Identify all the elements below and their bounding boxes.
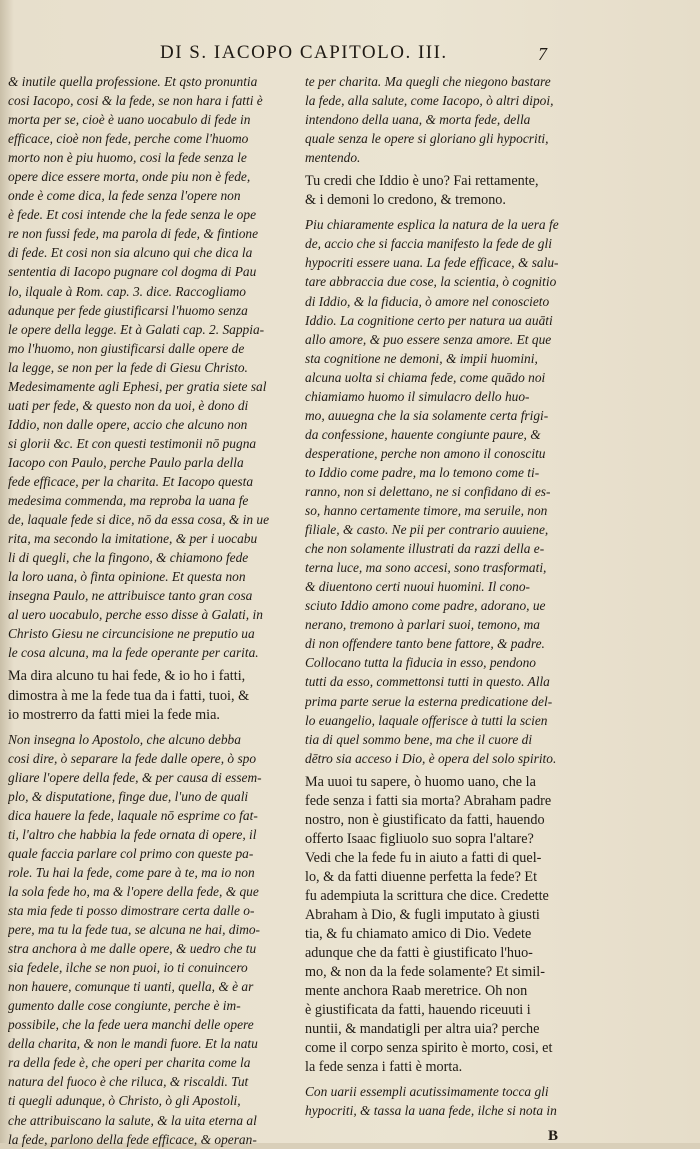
text-line: uati per fede, & questo non da uoi, è dono di xyxy=(8,397,249,413)
text-line: Non insegna lo Apostolo, che alcuno debba xyxy=(8,731,241,747)
text-line: tia, & fu chiamato amico di Dio. Vedete xyxy=(305,926,532,943)
text-line: mo, auuegna che la sia solamente certa frigi- xyxy=(305,407,549,423)
text-line: la fede senza i fatti è morta. xyxy=(305,1059,463,1076)
text-line: di fede. Et cosi non sia alcuno qui che dica la xyxy=(8,245,253,261)
scripture-verse xyxy=(8,667,298,724)
text-line: io mostrerro da fatti miei la fede mia. xyxy=(8,706,220,723)
text-line: della charita, & non le mandi fuore. Et la natu xyxy=(8,1036,258,1052)
commentary-paragraph xyxy=(305,72,583,167)
text-line: di Iddio, & la fiducia, ò amore nel conoscieto xyxy=(305,293,550,309)
text-line: terna luce, ma sono accesi, sono trasformati, xyxy=(305,560,547,576)
text-line: Vedi che la fede fu in aiuto a fatti di quel- xyxy=(305,849,542,866)
text-line: allo amore, & puo essere senza amore. Et que xyxy=(305,331,552,347)
text-line: la fede, alla salute, come Iacopo, ò altri dipoi, xyxy=(305,93,554,109)
text-line: lo, ilquale à Rom. cap. 3. dice. Raccogliamo xyxy=(8,283,247,299)
text-line: le cosa alcuna, ma la fede operante per carita. xyxy=(8,645,259,661)
text-line: gliare l'opere della fede, & per causa di essem- xyxy=(8,769,262,785)
text-line: la sola fede ho, ma & l'opere della fede, & que xyxy=(8,883,259,899)
text-line: che non solamente illustrati da razzi della e- xyxy=(305,541,545,557)
text-line: che attribuiscano la salute, & la uita eterna al xyxy=(8,1112,257,1128)
text-line: hypocriti, & tassa la uana fede, ilche si nota in xyxy=(305,1103,557,1119)
text-line: al uero uocabulo, perche esso disse à Galati, in xyxy=(8,607,263,623)
catchword: B xyxy=(548,1128,559,1144)
text-line: Iddio, non dalle opere, accio che alcuno non xyxy=(8,416,248,432)
text-line: adunque per fede giustificarsi l'huomo senza xyxy=(8,302,248,318)
text-line: dimostra à me la fede tua da i fatti, tuoi, & xyxy=(8,687,250,704)
running-head: DI S. IACOPO CAPITOLO. III. xyxy=(160,42,448,63)
text-line: ranno, non si delettano, ne si confidano di es- xyxy=(305,483,551,499)
text-line: possibile, che la fede uera manchi delle opere xyxy=(8,1017,254,1033)
text-line: morta per se, cioè è uano uocabulo di fede in xyxy=(8,112,251,128)
commentary-paragraph xyxy=(305,1082,583,1120)
text-line: nerano, tremono à parlari suoi, temono, ma xyxy=(305,617,540,633)
text-line: intendono della uana, & morta fede, della xyxy=(305,112,531,128)
text-line: Abraham à Dio, & fugli imputato à giusti xyxy=(305,907,540,924)
text-line: nuntii, & mandatigli per altra uia? perche xyxy=(305,1021,540,1038)
text-line: li di quegli, che la fingono, & chiamono fede xyxy=(8,550,249,566)
text-line: morto non è piu huomo, cosi la fede senza le xyxy=(8,150,247,166)
folio-number: 7 xyxy=(538,44,547,64)
text-line: fu adempiuta la scrittura che dice. Credette xyxy=(305,887,549,904)
text-line: opere dice essere morta, onde piu non è fede, xyxy=(8,169,251,185)
text-line: da confessione, hauente congiunte paure, & xyxy=(305,426,541,442)
text-line: lo, & da fatti diuenne perfetta la fede? Et xyxy=(305,868,538,885)
text-line: la loro uana, ò finta opinione. Et questa non xyxy=(8,569,246,585)
text-line: dētro sia acceso i Dio, è opera del solo spirito. xyxy=(305,750,557,766)
text-line: role. Tu hai la fede, come pare à te, ma io non xyxy=(8,864,255,880)
text-line: Ma uuoi tu sapere, ò huomo uano, che la xyxy=(305,773,536,790)
text-line: è fede. Et cosi intende che la fede senza le ope xyxy=(8,207,257,223)
text-line: tutti da esso, commettonsi tutti in questo. Alla xyxy=(305,674,550,690)
text-line: le opere della legge. Et à Galati cap. 2. Sappia- xyxy=(8,321,265,337)
text-line: Christo Giesu ne circuncisione ne preputio ua xyxy=(8,626,255,642)
left-column xyxy=(8,72,298,1149)
text-line: è giustificata da fatti, hauendo riceuuti i xyxy=(305,1002,531,1019)
text-line: Tu credi che Iddio è uno? Fai rettamente, xyxy=(305,173,539,190)
text-line: quale faccia parlare col primo con queste pa- xyxy=(8,845,254,861)
text-line: non hauere, comunque ti uanti, quella, & è ar xyxy=(8,979,254,995)
text-line: adunque che da fatti è giustificato l'huo- xyxy=(305,945,533,962)
text-line: sententia di Iacopo pugnare col dogma di Pau xyxy=(8,264,257,280)
text-line: lo euangelio, laquale offerisce à tutti la scien xyxy=(305,712,548,728)
text-line: tia di quel sommo bene, ma che il cuore di xyxy=(305,731,533,747)
page-header xyxy=(0,36,700,66)
text-line: & i demoni lo credono, & tremono. xyxy=(305,192,506,209)
text-line: filiale, & casto. Ne pii per contrario auuiene, xyxy=(305,522,549,538)
text-line: fede senza i fatti sia morta? Abraham padre xyxy=(305,792,552,809)
text-line: di non offendere tanto bene fattore, & padre. xyxy=(305,636,545,652)
commentary-paragraph xyxy=(8,730,298,1149)
text-line: Collocano tutta la fiducia in esso, pendono xyxy=(305,655,536,671)
text-line: Piu chiaramente esplica la natura de la uera fe xyxy=(305,217,559,233)
text-line: & inutile quella professione. Et qsto pronuntia xyxy=(8,74,258,89)
text-line: chiamiamo huomo il simulacro dello huo- xyxy=(305,388,530,404)
text-line: Con uarii essempli acutissimamente tocca gli xyxy=(305,1084,549,1100)
scripture-verse xyxy=(305,773,583,1078)
text-line: Ma dira alcuno tu hai fede, & io ho i fatti, xyxy=(8,668,246,685)
text-line: quale senza le opere si gloriano gli hypocriti, xyxy=(305,131,549,147)
text-line: to Iddio come padre, ma lo temono come ti- xyxy=(305,464,540,480)
text-line: mo l'huomo, non giustificarsi dalle opere de xyxy=(8,340,245,356)
text-line: alcuna uolta si chiama fede, come quādo noi xyxy=(305,369,546,385)
text-line: mentendo. xyxy=(305,150,361,166)
text-line: la legge, se non per la fede di Giesu Christo. xyxy=(8,359,248,375)
text-line: ti, l'altro che habbia la fede ornata di opere, il xyxy=(8,826,257,842)
text-line: sta mia fede ti posso dimostrare certa dalle o- xyxy=(8,903,255,919)
scripture-verse xyxy=(305,172,583,210)
text-line: natura del fuoco è che riluca, & riscaldi. Tut xyxy=(8,1074,249,1090)
text-line: de, laquale fede si dice, nō da essa cosa, & in ue xyxy=(8,512,270,528)
text-line: dica hauere la fede, laquale nō esprime co fat- xyxy=(8,807,258,823)
text-line: so, hanno certamente timore, ma seruile, non xyxy=(305,503,548,519)
text-line: de, accio che si faccia manifesto la fede de gli xyxy=(305,236,552,252)
text-line: sta cognitione ne demoni, & impii huomini, xyxy=(305,350,538,366)
text-line: insegna Paulo, ne attribuisce tanto gran cosa xyxy=(8,588,253,604)
text-line: mo, & non da la fede solamente? Et simil- xyxy=(305,964,545,981)
text-line: fede efficace, per la charita. Et Iacopo questa xyxy=(8,473,254,489)
text-line: & diuentono certi nuoui huomini. Il cono- xyxy=(305,579,531,595)
text-line: cosi dire, ò separare la fede dalle opere, ò spo xyxy=(8,750,257,766)
text-line: hypocriti essere uana. La fede efficace, & salu- xyxy=(305,255,559,271)
text-line: te per charita. Ma quegli che niegono bastare xyxy=(305,74,551,89)
text-line: la fede, parlono della fede efficace, & operan- xyxy=(8,1131,257,1147)
text-line: plo, & disputatione, finge due, l'uno de quali xyxy=(8,788,249,804)
text-line: Iddio. La cognitione certo per natura ua auāti xyxy=(305,312,553,328)
text-line: Medesimamente agli Ephesi, per gratia siete sal xyxy=(8,378,267,394)
text-line: rita, ma secondo la imitatione, & per i uocabu xyxy=(8,531,258,547)
text-line: cosi Iacopo, cosi & la fede, se non hara i fatti è xyxy=(8,93,263,109)
text-line: desperatione, perche non amono il conoscitu xyxy=(305,445,546,461)
text-line: tare abbraccia due cose, la scientia, ò cognitio xyxy=(305,274,557,290)
text-line: stra anchora à me dalle opere, & uedro che tu xyxy=(8,941,257,957)
text-line: sciuto Iddio amono come padre, adorano, ue xyxy=(305,598,546,614)
text-line: mente anchora Raab meretrice. Oh non xyxy=(305,983,528,1000)
text-line: sia fedele, ilche se non puoi, io ti conuincero xyxy=(8,960,248,976)
text-line: efficace, cioè non fede, perche come l'huomo xyxy=(8,131,249,147)
text-line: gumento dalle cose congiunte, perche è im- xyxy=(8,998,241,1014)
text-line: si glorii &c. Et con questi testimonii nō pugna xyxy=(8,435,257,451)
text-line: ti quegli adunque, ò Christo, ò gli Apostoli, xyxy=(8,1093,241,1109)
commentary-paragraph xyxy=(305,215,583,767)
text-line: Iacopo con Paulo, perche Paulo parla della xyxy=(8,454,244,470)
text-line: nostro, non è giustificato da fatti, hauendo xyxy=(305,811,545,828)
text-line: onde è come dica, la fede senza l'opere non xyxy=(8,188,241,204)
commentary-paragraph xyxy=(8,72,298,662)
text-line: prima parte serue la esterna predicatione del- xyxy=(305,693,553,709)
text-line: come il corpo senza spirito è morto, cosi, et xyxy=(305,1040,553,1057)
text-line: pere, ma tu la fede tua, se alcuna ne hai, dimo- xyxy=(8,922,261,938)
right-column xyxy=(305,72,583,1121)
text-line: offerto Isaac figliuolo suo sopra l'altare? xyxy=(305,830,534,847)
text-line: ra della fede è, che operi per charita come la xyxy=(8,1055,251,1071)
text-line: re non fussi fede, ma parola di fede, & fintione xyxy=(8,226,259,242)
text-line: medesima commenda, ma reproba la uana fe xyxy=(8,493,249,509)
